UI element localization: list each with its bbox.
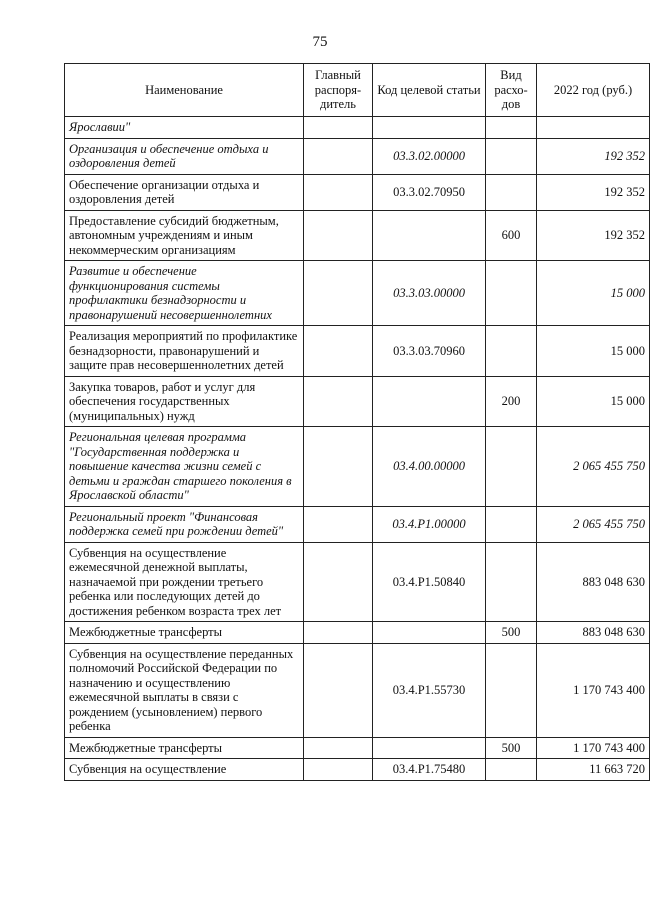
row-name-cell: Организация и обеспечение отдыха и оздоровления детей	[65, 138, 304, 174]
table-row	[65, 427, 650, 507]
row-type-cell: 500	[486, 622, 537, 644]
row-type-cell: 500	[486, 737, 537, 759]
table-row	[65, 506, 650, 542]
row-name-cell: Развитие и обеспечение функционирования системы профилактики безнадзорности и правонарушений несовершеннолетних	[65, 261, 304, 326]
row-admin-cell	[304, 376, 373, 427]
table-row	[65, 759, 650, 781]
row-amount-cell: 2 065 455 750	[537, 427, 650, 507]
table-row	[65, 138, 650, 174]
row-code-cell: 03.3.02.70950	[373, 174, 486, 210]
row-admin-cell	[304, 427, 373, 507]
row-admin-cell	[304, 174, 373, 210]
row-name-cell: Предоставление субсидий бюджетным, автономным учреждениям и иным некоммерческим организациям	[65, 210, 304, 261]
row-admin-cell	[304, 643, 373, 737]
row-code-cell	[373, 210, 486, 261]
column-header-type: Вид расхо-дов	[486, 64, 537, 117]
row-admin-cell	[304, 759, 373, 781]
row-code-cell: 03.3.02.00000	[373, 138, 486, 174]
row-code-cell: 03.4.00.00000	[373, 427, 486, 507]
row-type-cell: 600	[486, 210, 537, 261]
row-code-cell: 03.4.Р1.75480	[373, 759, 486, 781]
row-admin-cell	[304, 210, 373, 261]
table-row	[65, 174, 650, 210]
row-type-cell	[486, 117, 537, 139]
row-amount-cell: 192 352	[537, 174, 650, 210]
row-amount-cell: 1 170 743 400	[537, 737, 650, 759]
row-code-cell: 03.3.03.70960	[373, 326, 486, 377]
row-amount-cell	[537, 117, 650, 139]
row-type-cell	[486, 427, 537, 507]
page-number: 75	[312, 34, 328, 50]
row-name-cell: Реализация мероприятий по профилактике безнадзорности, правонарушений и защите прав несовершеннолетних детей	[65, 326, 304, 377]
column-header-admin: Главный распоря-дитель	[304, 64, 373, 117]
table-row	[65, 210, 650, 261]
row-name-cell: Ярославии"	[65, 117, 304, 139]
row-type-cell	[486, 506, 537, 542]
row-name-cell: Межбюджетные трансферты	[65, 737, 304, 759]
row-admin-cell	[304, 506, 373, 542]
table-row	[65, 643, 650, 737]
row-code-cell	[373, 376, 486, 427]
row-type-cell	[486, 643, 537, 737]
column-header-amount: 2022 год (руб.)	[537, 64, 650, 117]
row-type-cell	[486, 138, 537, 174]
row-admin-cell	[304, 622, 373, 644]
row-admin-cell	[304, 117, 373, 139]
row-code-cell: 03.4.Р1.55730	[373, 643, 486, 737]
row-admin-cell	[304, 542, 373, 622]
row-name-cell: Субвенция на осуществление ежемесячной денежной выплаты, назначаемой при рождении третьего ребенка или последующих детей до достижения ребенком возраста трех лет	[65, 542, 304, 622]
table-row	[65, 117, 650, 139]
table-row	[65, 542, 650, 622]
row-amount-cell: 1 170 743 400	[537, 643, 650, 737]
table-row	[65, 737, 650, 759]
row-name-cell: Региональный проект "Финансовая поддержка семей при рождении детей"	[65, 506, 304, 542]
budget-table	[64, 63, 650, 781]
row-admin-cell	[304, 138, 373, 174]
row-amount-cell: 11 663 720	[537, 759, 650, 781]
table-row	[65, 261, 650, 326]
row-amount-cell: 192 352	[537, 210, 650, 261]
row-type-cell	[486, 759, 537, 781]
row-name-cell: Обеспечение организации отдыха и оздоровления детей	[65, 174, 304, 210]
row-admin-cell	[304, 326, 373, 377]
row-name-cell: Региональная целевая программа "Государственная поддержка и повышение качества жизни семей с детьми и граждан старшего поколения в Ярославской области"	[65, 427, 304, 507]
row-amount-cell: 883 048 630	[537, 622, 650, 644]
row-code-cell	[373, 622, 486, 644]
row-name-cell: Межбюджетные трансферты	[65, 622, 304, 644]
row-type-cell: 200	[486, 376, 537, 427]
row-amount-cell: 192 352	[537, 138, 650, 174]
column-header-code: Код целевой статьи	[373, 64, 486, 117]
row-code-cell	[373, 117, 486, 139]
table-header-row	[65, 64, 650, 117]
row-code-cell: 03.3.03.00000	[373, 261, 486, 326]
table-row	[65, 326, 650, 377]
row-code-cell: 03.4.Р1.50840	[373, 542, 486, 622]
row-type-cell	[486, 542, 537, 622]
row-amount-cell: 883 048 630	[537, 542, 650, 622]
row-admin-cell	[304, 737, 373, 759]
row-type-cell	[486, 326, 537, 377]
row-amount-cell: 2 065 455 750	[537, 506, 650, 542]
row-amount-cell: 15 000	[537, 261, 650, 326]
table-row	[65, 622, 650, 644]
column-header-name: Наименование	[65, 64, 304, 117]
row-type-cell	[486, 261, 537, 326]
row-code-cell: 03.4.Р1.00000	[373, 506, 486, 542]
row-code-cell	[373, 737, 486, 759]
row-name-cell: Субвенция на осуществление	[65, 759, 304, 781]
table-row	[65, 376, 650, 427]
row-name-cell: Субвенция на осуществление переданных полномочий Российской Федерации по назначению и осуществлению ежемесячной выплаты в связи с рождением (усыновлением) первого ребенка	[65, 643, 304, 737]
row-amount-cell: 15 000	[537, 326, 650, 377]
row-admin-cell	[304, 261, 373, 326]
row-type-cell	[486, 174, 537, 210]
row-amount-cell: 15 000	[537, 376, 650, 427]
row-name-cell: Закупка товаров, работ и услуг для обеспечения государственных (муниципальных) нужд	[65, 376, 304, 427]
